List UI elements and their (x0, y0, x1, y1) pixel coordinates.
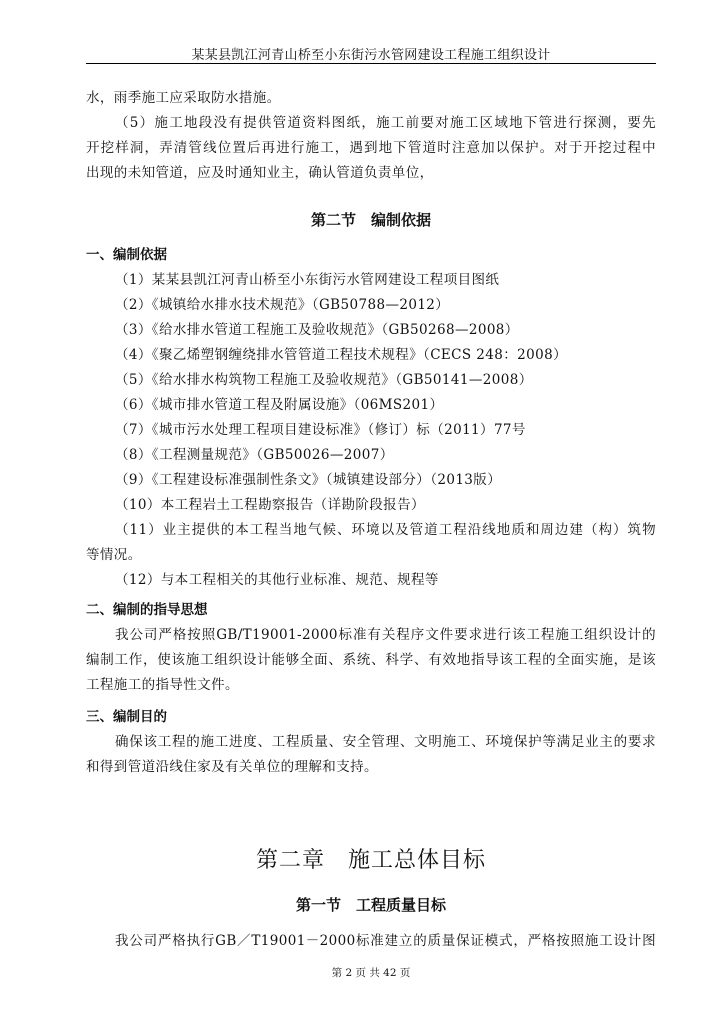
list-item: （6）《城市排水管道工程及附属设施》（06MS201） (115, 397, 444, 413)
sub-heading: 二、编制的指导思想 (86, 602, 208, 618)
paragraph-line: 我公司严格按照GB/T19001-2000标准有关程序文件要求进行该工程施工组织设计的 (115, 627, 656, 643)
header-rule (86, 63, 656, 64)
list-item: （2）《城镇给水排水技术规范》（GB50788—2012） (115, 297, 450, 313)
paragraph-line: 出现的未知管道，应及时通知业主，确认管道负责单位， (86, 165, 434, 181)
page-header-title: 某某县凯江河青山桥至小东街污水管网建设工程施工组织设计 (191, 48, 551, 63)
list-item: （9）《工程建设标准强制性条文》（城镇建设部分）（2013版） (115, 472, 502, 488)
list-item: （5）《给水排水构筑物工程施工及验收规范》（GB50141—2008） (115, 372, 533, 388)
chapter-title: 第二章 施工总体目标 (255, 848, 486, 873)
paragraph-line: 确保该工程的施工进度、工程质量、安全管理、文明施工、环境保护等满足业主的要求 (115, 734, 656, 750)
paragraph-line: 编制工作，使该施工组织设计能够全面、系统、科学、有效地指导该工程的全面实施，是该 (86, 652, 656, 668)
list-item: （8）《工程测量规范》（GB50026—2007） (115, 447, 394, 463)
section-title: 第二节 编制依据 (310, 211, 431, 229)
list-item: （3）《给水排水管道工程施工及验收规范》（GB50268—2008） (115, 322, 519, 338)
paragraph-line: （5）施工地段没有提供管道资料图纸，施工前要对施工区域地下管进行探测，要先 (115, 115, 656, 131)
list-item: （10）本工程岩土工程勘察报告（详勘阶段报告） (115, 497, 425, 513)
section-title: 第一节 工程质量目标 (295, 896, 446, 914)
page-footer: 第 2 页 共 42 页 (331, 967, 411, 979)
list-item: （11）业主提供的本工程当地气候、环境以及管道工程沿线地质和周边建（构）筑物 (115, 522, 656, 538)
paragraph-line: 水，雨季施工应采取防水措施。 (86, 90, 281, 106)
paragraph-line: 和得到管道沿线住家及有关单位的理解和支持。 (86, 759, 378, 775)
list-item: （4）《聚乙烯塑钢缠绕排水管管道工程技术规程》（CECS 248：2008） (115, 347, 567, 363)
paragraph-line: 开挖样洞，弄清管线位置后再进行施工，遇到地下管道时注意加以保护。对于开挖过程中 (86, 140, 656, 156)
sub-heading: 三、编制目的 (86, 709, 167, 725)
list-item-continuation: 等情况。 (86, 547, 142, 563)
sub-heading: 一、编制依据 (86, 247, 167, 263)
list-item: （7）《城市污水处理工程项目建设标准》（修订）标（2011）77号 (115, 422, 526, 438)
list-item: （1）某某县凯江河青山桥至小东街污水管网建设工程项目图纸 (115, 272, 500, 288)
paragraph-line: 工程施工的指导性文件。 (86, 677, 239, 693)
list-item: （12）与本工程相关的其他行业标准、规范、规程等 (115, 572, 439, 588)
paragraph-line: 我公司严格执行GB／T19001－2000标准建立的质量保证模式，严格按照施工设计图 (115, 933, 656, 949)
